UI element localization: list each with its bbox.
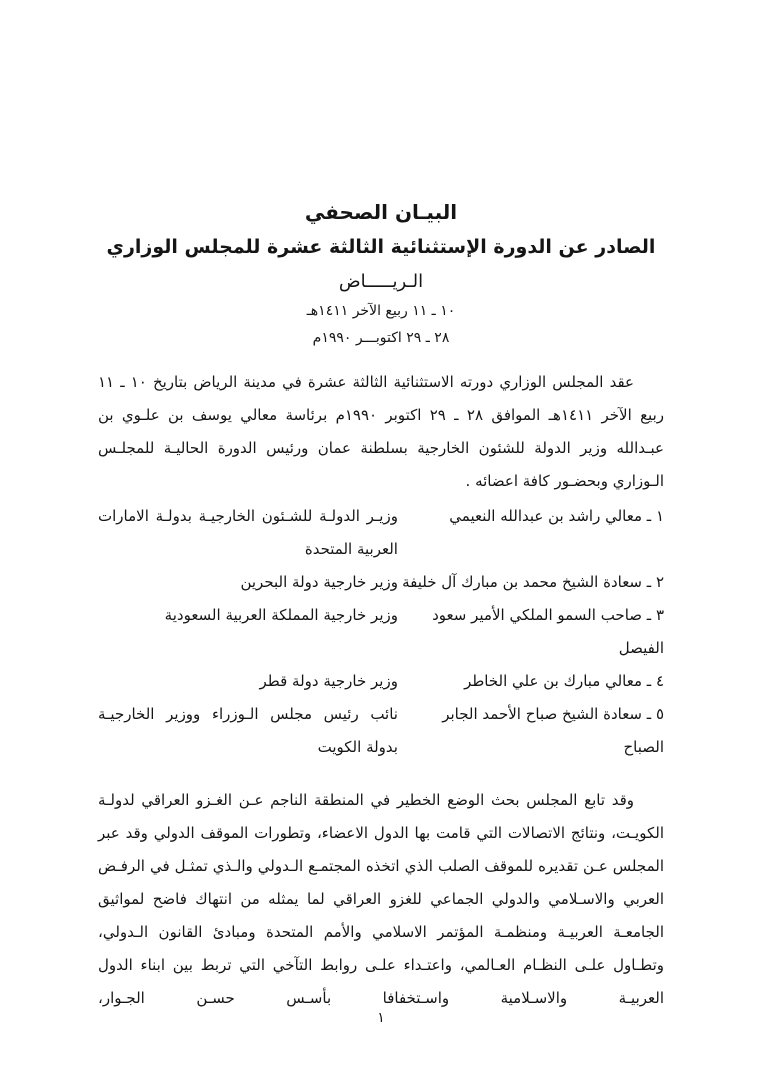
member-role: وزيـر الدولـة للشـئون الخارجيـة بدولـة الامارات العربية المتحدة (98, 507, 398, 558)
city-line: الـريـــــاض (338, 271, 424, 292)
member-name: ٤ ـ معالي مبارك بن علي الخاطر (464, 672, 664, 690)
opening-paragraph: عقد المجلس الوزاري دورته الاستثنائية الثالثة عشرة في مدينة الرياض بتاريخ ١٠ ـ ١١ ربيع الآخر ١٤١١هـ الموافق ٢٨ ـ ٢٩ اكتوبر ١٩٩٠م برئاسة معالي يوسف بن علـوي بن عبـدالله وزير الدولة للشئون الخارجية بسلطنة عمان ورئيس الدورة الحاليـة للمجلـس الـوزاري وبحضـور كافة اعضائه . (98, 373, 664, 490)
gregorian-date: ٢٨ ـ ٢٩ اكتوبـــر ١٩٩٠م (312, 330, 450, 346)
document-title: البيـان الصحفي (304, 200, 458, 224)
member-role: وزير خارجية دولة قطر (259, 672, 398, 690)
member-row (98, 698, 664, 764)
member-row (98, 566, 664, 599)
member-name: ٢ ـ سعادة الشيخ محمد بن مبارك آل خليفة (402, 573, 664, 591)
member-row (98, 500, 664, 566)
hijri-date: ١٠ ـ ١١ ربيع الآخر ١٤١١هـ (306, 303, 456, 319)
member-name: ٣ ـ صاحب السمو الملكي الأمير سعود الفيصل (432, 606, 664, 657)
member-row (98, 665, 664, 698)
document-content (98, 200, 664, 1015)
member-name: ٥ ـ سعادة الشيخ صباح الأحمد الجابر الصباح (442, 705, 664, 756)
member-name: ١ ـ معالي راشد بن عبدالله النعيمي (449, 507, 664, 525)
member-row (98, 599, 664, 665)
member-role: نائب رئيس مجلس الـوزراء ووزير الخارجيـة بدولة الكويت (98, 705, 398, 756)
document-subtitle: الصادر عن الدورة الإستثنائية الثالثة عشرة للمجلس الوزاري (106, 236, 656, 258)
page-number: ١ (377, 1010, 385, 1026)
member-role: وزير خارجية دولة البحرين (240, 573, 398, 591)
body-paragraph: وقد تابع المجلس بحث الوضع الخطير في المنطقة الناجم عـن الغـزو العراقي لدولـة الكويـت، ونتائج الاتصالات التي قامت بها الدول الاعضاء، وتطورات الموقف الدولي وقد عبر المجلس عـن تقديره للموقف الصلب الذي اتخذه المجتمـع الـدولي والـذي تمثـل في الرفـض العربي والاسـلامي والدولي الجماعي للغزو العراقي لما يمثله من انتهاك فاضح لمواثيق الجامعـة العربيـة ومنظمـة المؤتمر الاسلامي والأمم المتحدة ومبادئ القانون الـدولي، وتطـاول علـى النظـام العـالمي، واعتـداء علـى روابط التآخي التي تربط بين ابناء الدول العربيـة والاسـلامية واسـتخفافا بأسـس حسـن الجـوار، (98, 791, 664, 1007)
member-role: وزير خارجية المملكة العربية السعودية (164, 606, 398, 624)
members-list (98, 500, 664, 764)
